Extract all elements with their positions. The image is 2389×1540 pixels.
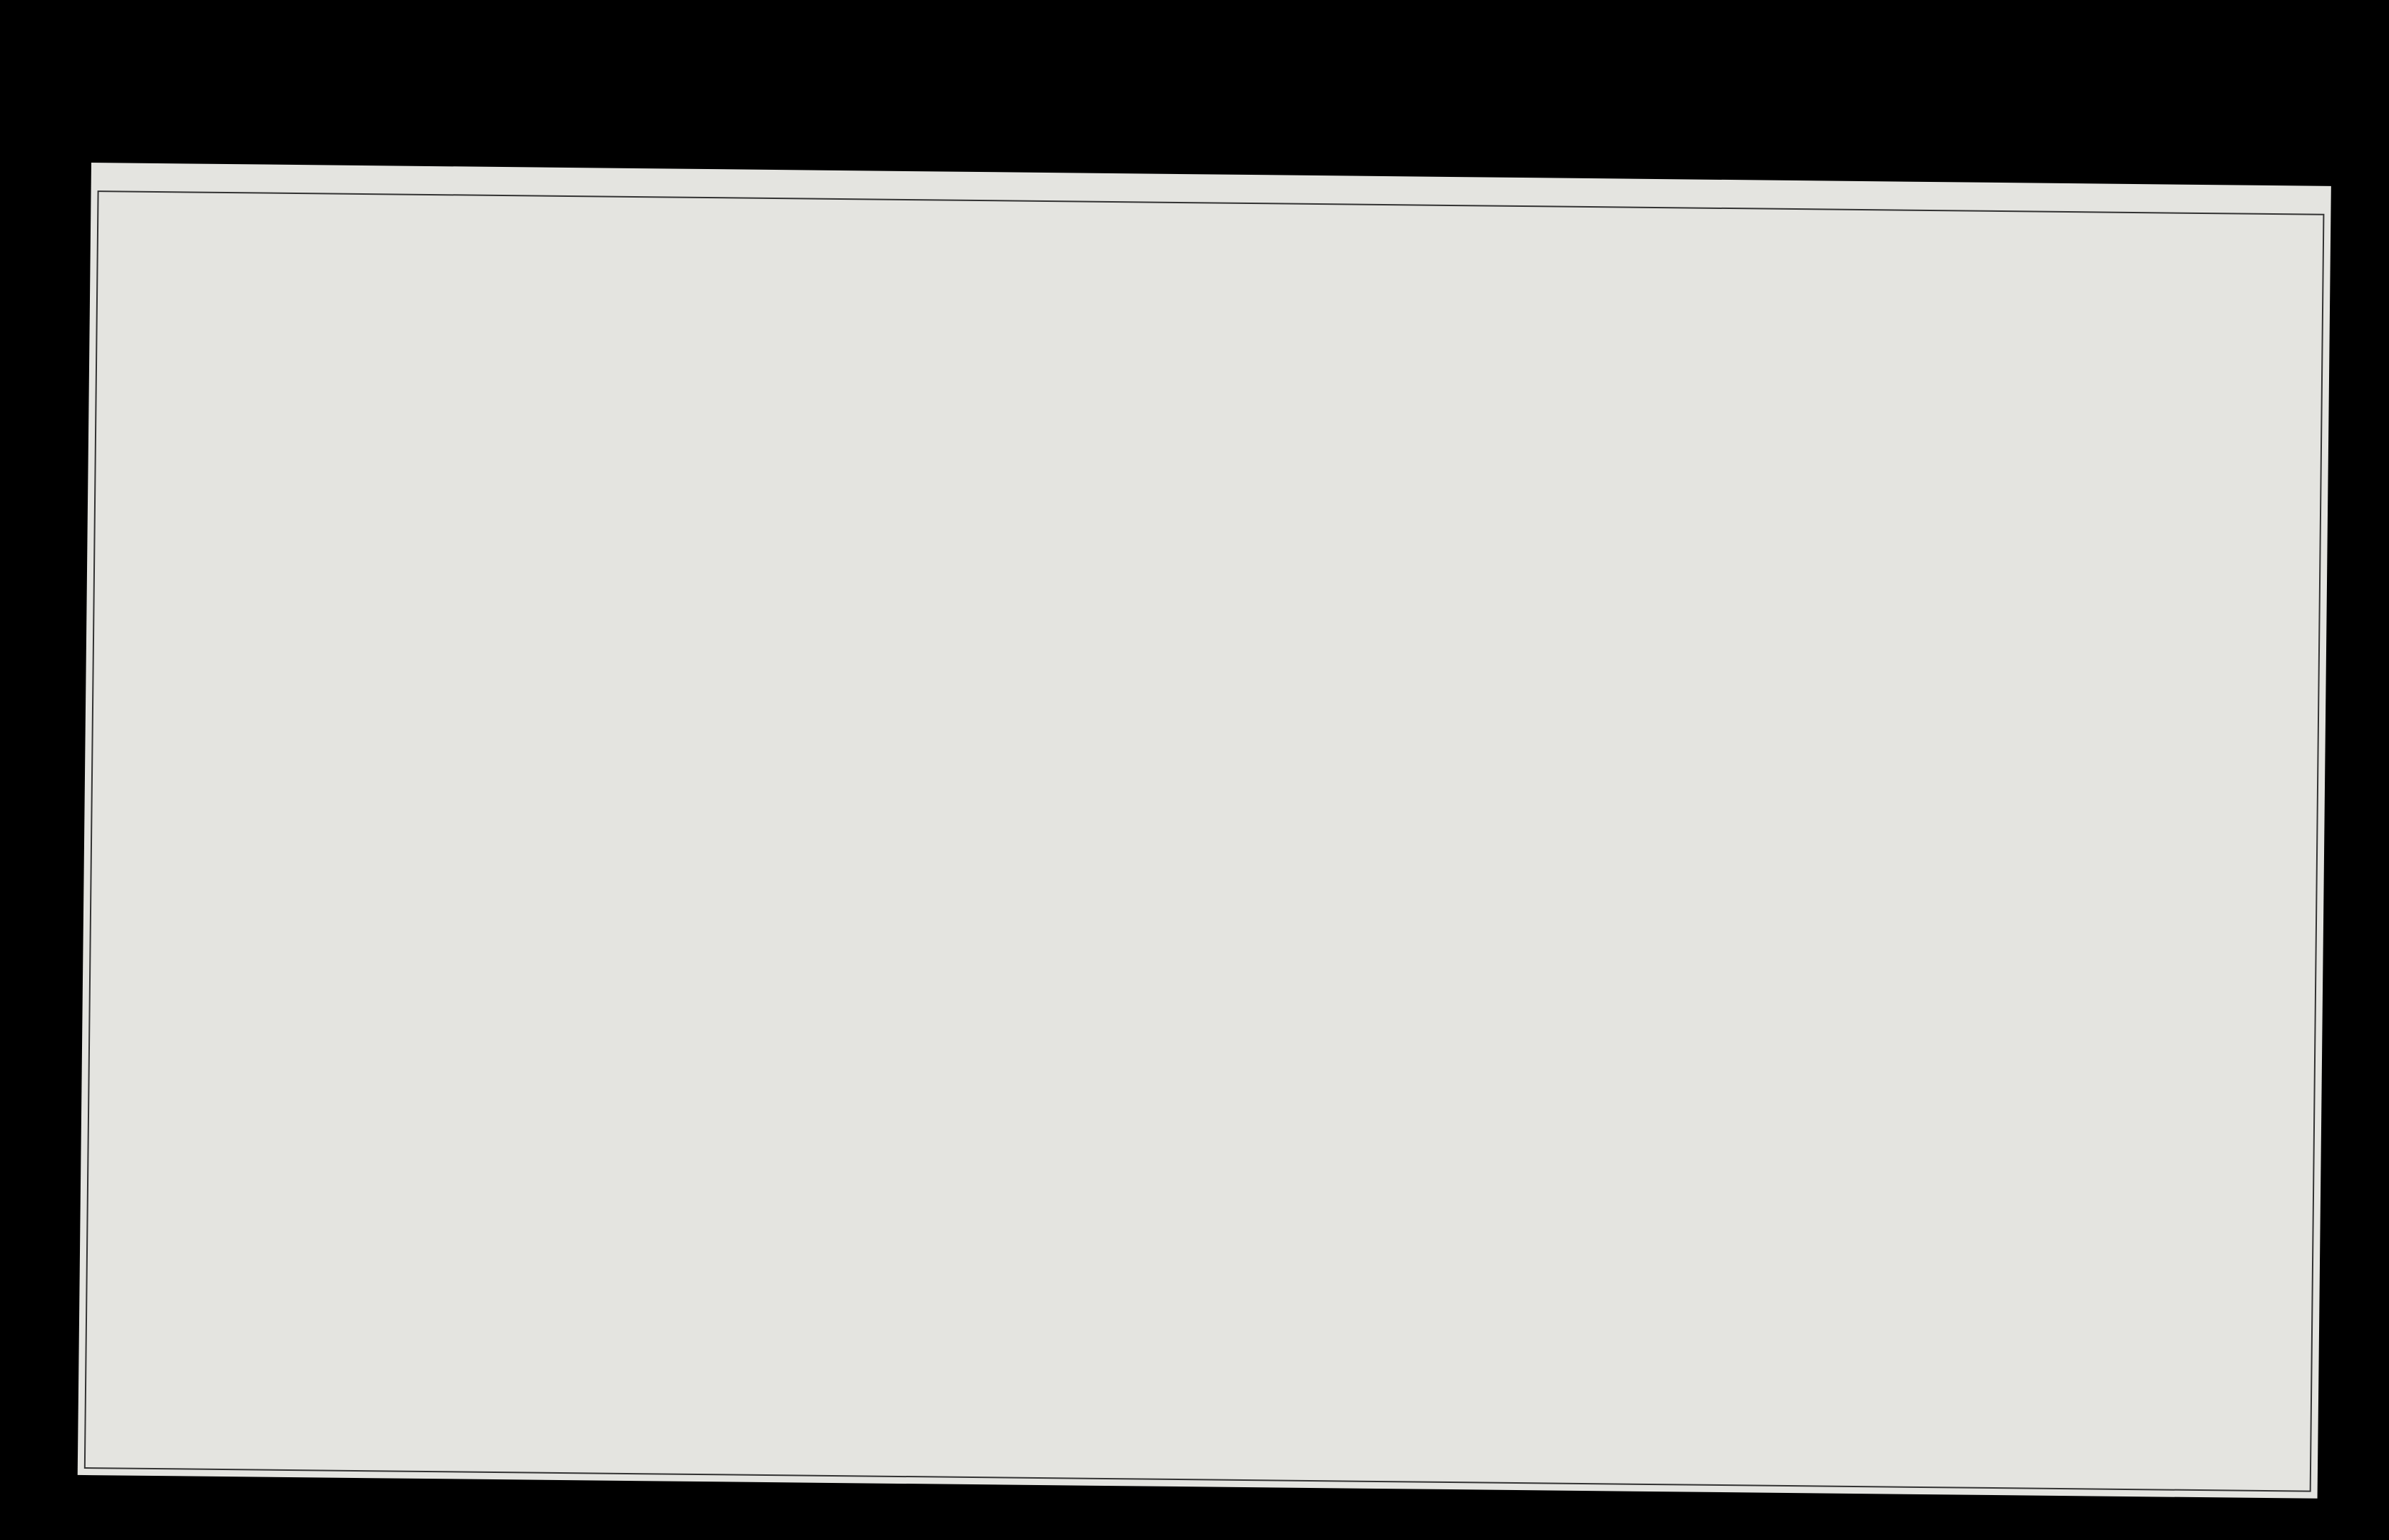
form-border [85,191,2324,1491]
census-card [78,163,2331,1499]
census-form-sheet [78,163,2331,1499]
